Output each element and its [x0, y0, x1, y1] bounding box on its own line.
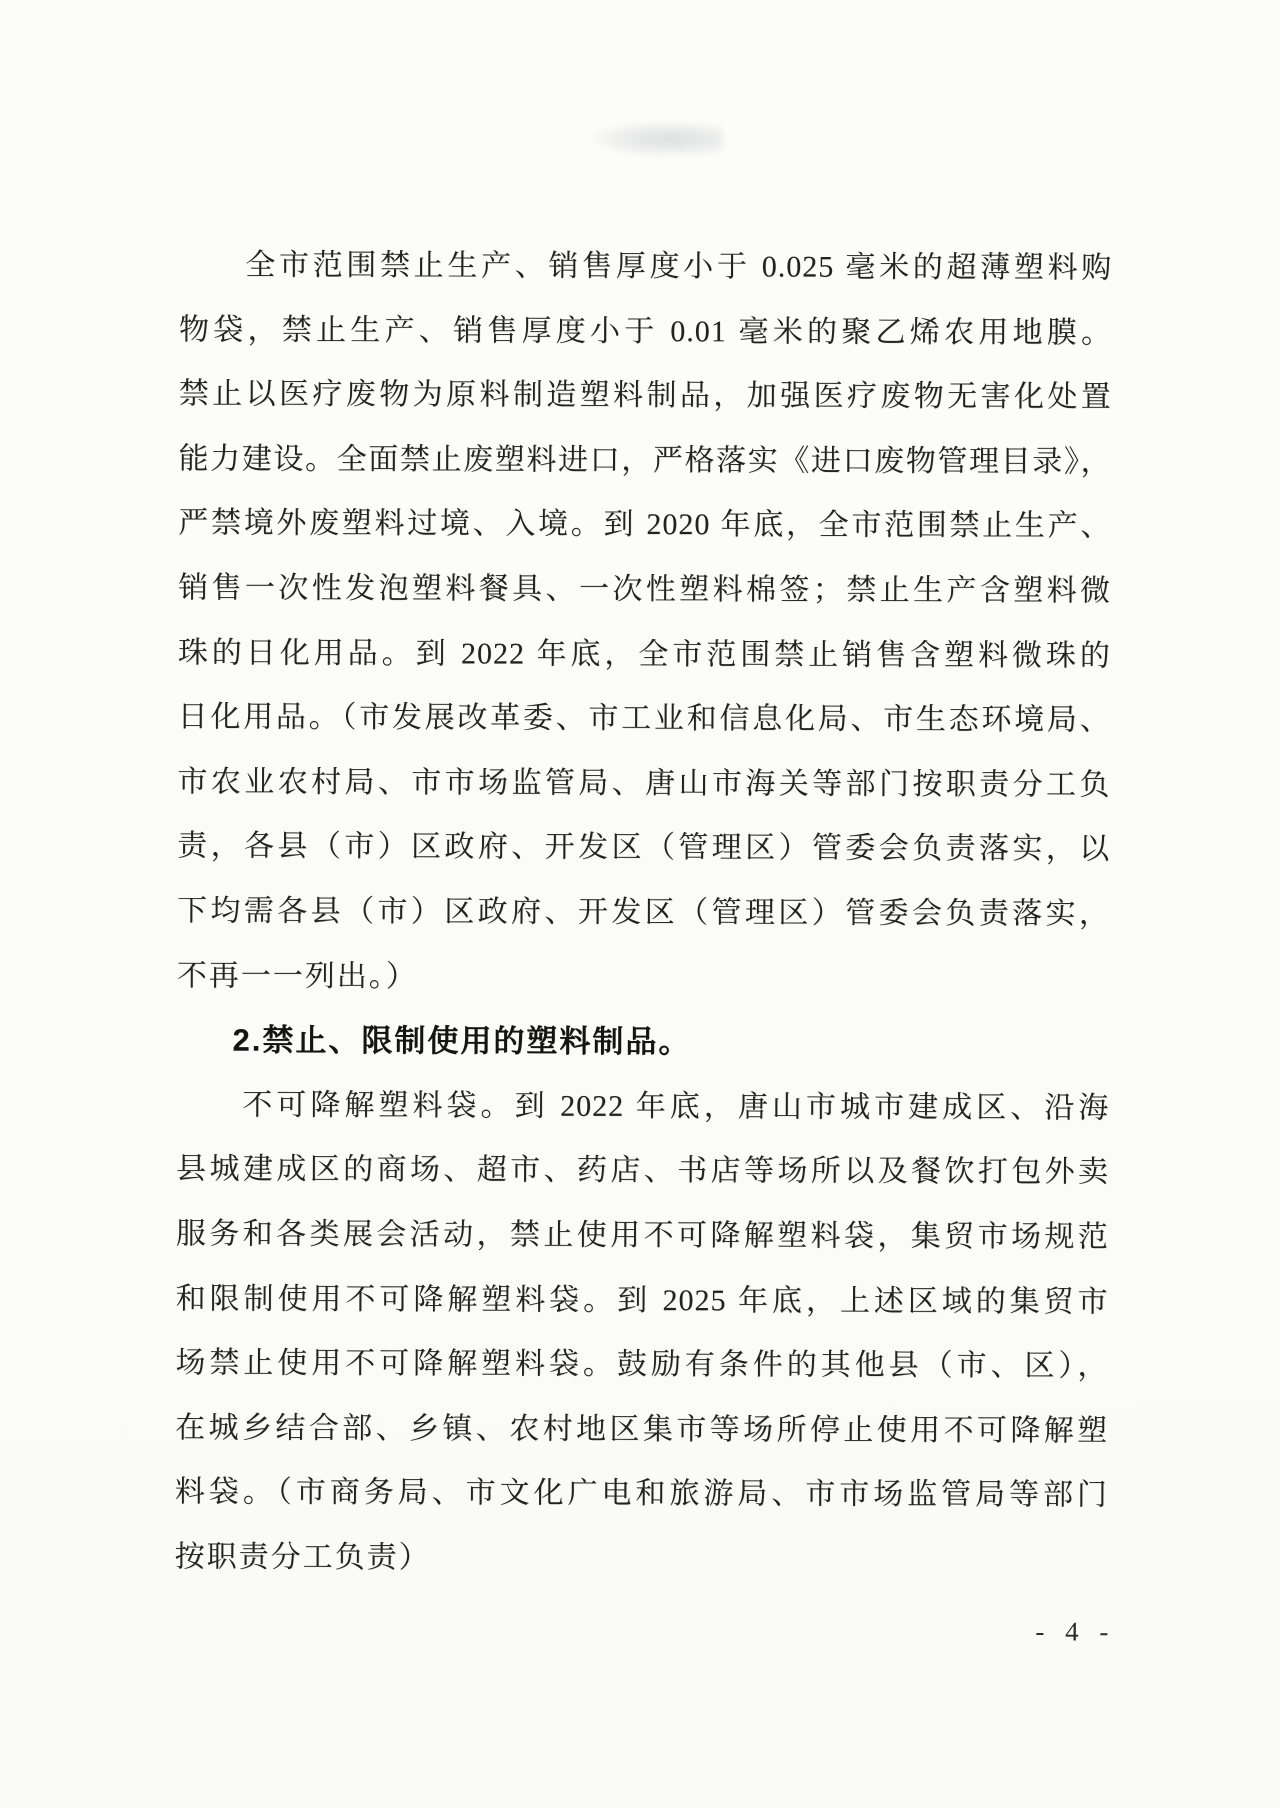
- para1-line-2: 物袋，禁止生产、销售厚度小于 0.01 毫米的聚乙烯农用地膜。: [178, 312, 1113, 350]
- document-body: [175, 233, 1113, 1593]
- para1-line-8: 日化用品。（市发展改革委、市工业和信息化局、市生态环境局、: [177, 700, 1111, 737]
- para1-line-10: 责，各县（市）区政府、开发区（管理区）管委会负责落实，以: [177, 829, 1111, 866]
- para2-line-5: 场禁止使用不可降解塑料袋。鼓励有条件的其他县（市、区），: [175, 1346, 1109, 1383]
- para2-line-2: 县城建成区的商场、超市、药店、书店等场所以及餐饮打包外卖: [176, 1152, 1110, 1189]
- para2-line-1: 不可降解塑料袋。到 2022 年底，唐山市城市建成区、沿海: [242, 1088, 1110, 1125]
- para2-line-7: 料袋。（市商务局、市文化广电和旅游局、市市场监管局等部门: [174, 1475, 1108, 1512]
- para1-line-1: 全市范围禁止生产、销售厚度小于 0.025 毫米的超薄塑料购: [245, 248, 1113, 285]
- para1-line-11: 下均需各县（市）区政府、开发区（管理区）管委会负责落实，: [176, 894, 1111, 931]
- para1-line-12: 不再一一列出。）: [176, 958, 418, 993]
- para1-line-3: 禁止以医疗废物为原料制造塑料制品，加强医疗废物无害化处置: [178, 377, 1112, 414]
- para2-line-3: 服务和各类展会活动，禁止使用不可降解塑料袋，集贸市场规范: [175, 1217, 1109, 1254]
- para1-line-4: 能力建设。全面禁止废塑料进口，严格落实《进口废物管理目录》，: [178, 442, 1112, 479]
- para2-line-6: 在城乡结合部、乡镇、农村地区集市等场所停止使用不可降解塑: [175, 1411, 1109, 1448]
- para1-line-9: 市农业农村局、市市场监管局、唐山市海关等部门按职责分工负: [177, 765, 1111, 802]
- para2-line-4: 和限制使用不可降解塑料袋。到 2025 年底，上述区域的集贸市: [175, 1281, 1109, 1319]
- section-heading: 2.禁止、限制使用的塑料制品。: [232, 1022, 692, 1060]
- page-number: - 4 -: [1035, 1616, 1116, 1647]
- para1-line-6: 销售一次性发泡塑料餐具、一次性塑料棉签；禁止生产含塑料微: [178, 571, 1112, 608]
- para2-line-8: 按职责分工负责）: [174, 1540, 431, 1575]
- scan-smudge: [593, 122, 723, 156]
- para1-line-5: 严禁境外废塑料过境、入境。到 2020 年底，全市范围禁止生产、: [178, 506, 1112, 544]
- para1-line-7: 珠的日化用品。到 2022 年底，全市范围禁止销售含塑料微珠的: [177, 635, 1111, 673]
